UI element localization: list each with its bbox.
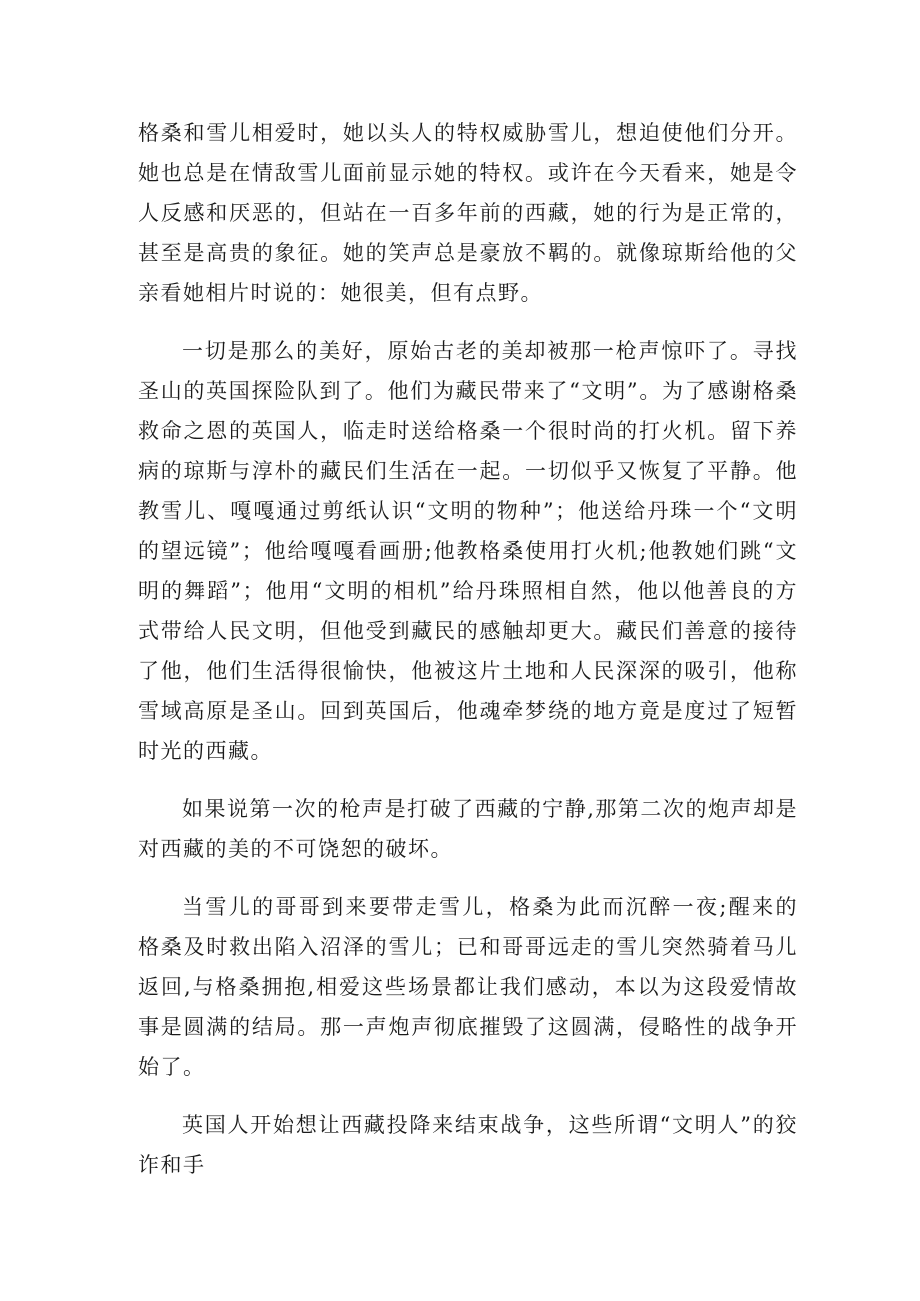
paragraph-2: 一切是那么的美好，原始古老的美却被那一枪声惊吓了。寻找圣山的英国探险队到了。他们为藏民带来了“文明”。为了感谢格桑救命之恩的英国人，临走时送给格桑一个很时尚的打火机。留下养病的琼斯与淳朴的藏民们生活在一起。一切似乎又恢复了平静。他教雪儿、嘎嘎通过剪纸认识“文明的物种”；他送给丹珠一个“文明的望远镜”；他给嘎嘎看画册;他教格桑使用打火机;他教她们跳“文明的舞蹈”；他用“文明的相机”给丹珠照相自然，他以他善良的方式带给人民文明，但他受到藏民的感触却更大。藏民们善意的接待了他，他们生活得很愉快，他被这片土地和人民深深的吸引，他称雪域高原是圣山。回到英国后，他魂牵梦绕的地方竟是度过了短暂时光的西藏。 bbox=[138, 339, 798, 763]
paragraph-4: 当雪儿的哥哥到来要带走雪儿，格桑为此而沉醉一夜;醒来的格桑及时救出陷入沼泽的雪儿；已和哥哥远走的雪儿突然骑着马儿返回,与格桑拥抱,相爱这些场景都让我们感动，本以为这段爱情故事是圆满的结局。那一声炮声彻底摧毁了这圆满，侵略性的战争开始了。 bbox=[138, 895, 798, 1079]
paragraph-3: 如果说第一次的枪声是打破了西藏的宁静,那第二次的炮声却是对西藏的美的不可饶恕的破坏。 bbox=[138, 797, 798, 861]
document-body bbox=[138, 113, 798, 1203]
paragraph-1: 格桑和雪儿相爱时，她以头人的特权威胁雪儿，想迫使他们分开。她也总是在情敌雪儿面前显示她的特权。或许在今天看来，她是令人反感和厌恶的，但站在一百多年前的西藏，她的行为是正常的，甚至是高贵的象征。她的笑声总是豪放不羁的。就像琼斯给他的父亲看她相片时说的：她很美，但有点野。 bbox=[138, 121, 798, 305]
paragraph-5: 英国人开始想让西藏投降来结束战争，这些所谓“文明人”的狡诈和手 bbox=[138, 1113, 798, 1177]
